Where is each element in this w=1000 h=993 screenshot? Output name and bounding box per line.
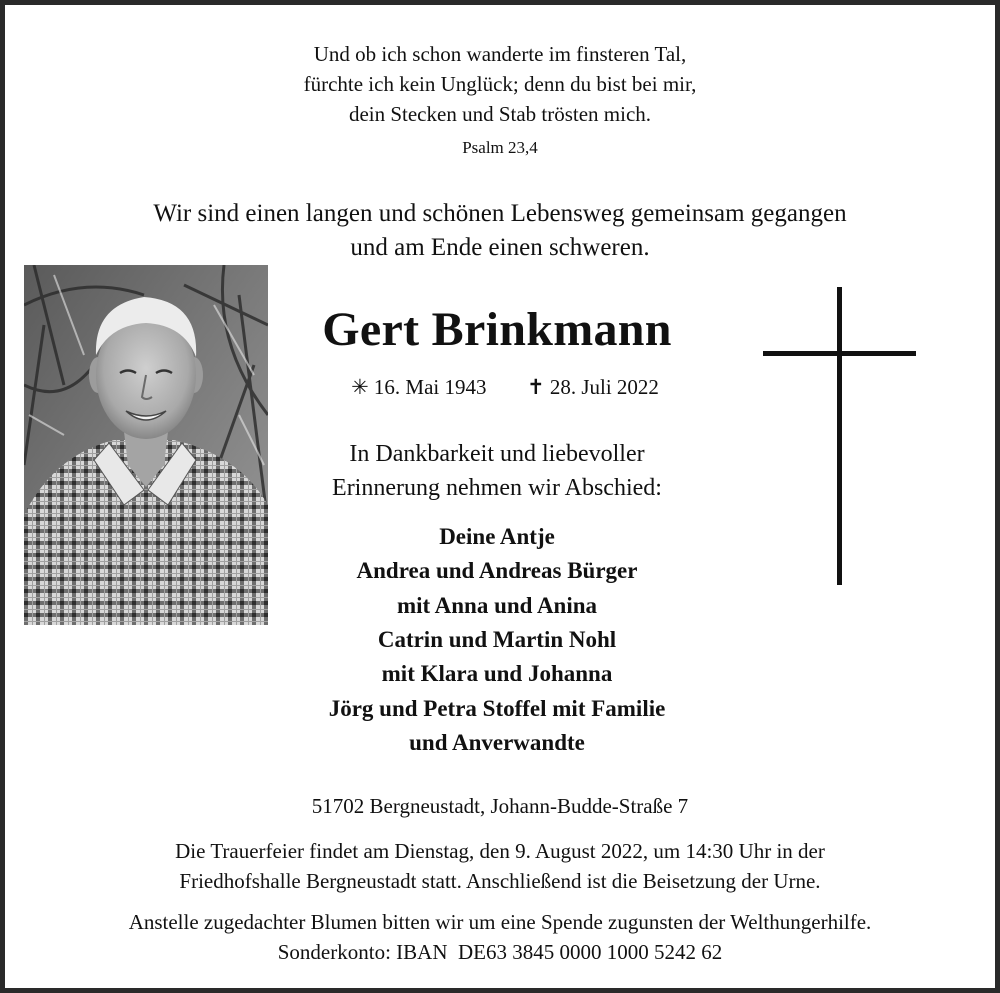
ceremony-line: Die Trauerfeier findet am Dienstag, den 9. August 2022, um 14:30 Uhr in der — [175, 839, 825, 863]
mourner-line: mit Anna und Anina — [396, 593, 598, 618]
psalm-line: Und ob ich schon wanderte im finsteren Tal, — [313, 42, 687, 66]
mourner-line: Deine Antje — [439, 524, 555, 549]
psalm-line: fürchte ich kein Unglück; denn du bist bei mir, — [303, 72, 697, 96]
death-date: ✝ 28. Juli 2022 — [527, 375, 659, 399]
gratitude-line: Erinnerung nehmen wir Abschied: — [332, 475, 662, 501]
mourner-line: mit Klara und Johanna — [381, 661, 613, 686]
donation-account: Sonderkonto: IBAN DE63 3845 0000 1000 5242 62 — [277, 940, 723, 964]
gratitude-line: In Dankbarkeit und liebevoller — [349, 441, 645, 467]
mourner-line: Catrin und Martin Nohl — [377, 627, 617, 652]
birth-date: ✳ 16. Mai 1943 — [351, 375, 487, 399]
mourner-line: und Anverwandte — [409, 730, 585, 755]
mourner-line: Jörg und Petra Stoffel mit Familie — [328, 696, 666, 721]
cross-vertical-bar — [837, 287, 842, 585]
psalm-reference: Psalm 23,4 — [462, 138, 538, 157]
intro-line: und am Ende einen schweren. — [350, 234, 650, 261]
cross-horizontal-bar — [763, 351, 916, 356]
deceased-name: Gert Brinkmann — [322, 303, 672, 356]
portrait-photo — [24, 265, 268, 625]
mourner-line: Andrea und Andreas Bürger — [356, 558, 638, 583]
ceremony-line: Friedhofshalle Bergneustadt statt. Anschließend ist die Beisetzung der Urne. — [179, 869, 821, 893]
family-address: 51702 Bergneustadt, Johann-Budde-Straße 7 — [311, 794, 689, 818]
life-dates — [295, 375, 715, 400]
donation-line: Anstelle zugedachter Blumen bitten wir um eine Spende zugunsten der Welthungerhilfe. — [128, 910, 872, 934]
intro-line: Wir sind einen langen und schönen Lebensweg gemeinsam gegangen — [153, 200, 847, 227]
psalm-line: dein Stecken und Stab trösten mich. — [348, 102, 652, 126]
